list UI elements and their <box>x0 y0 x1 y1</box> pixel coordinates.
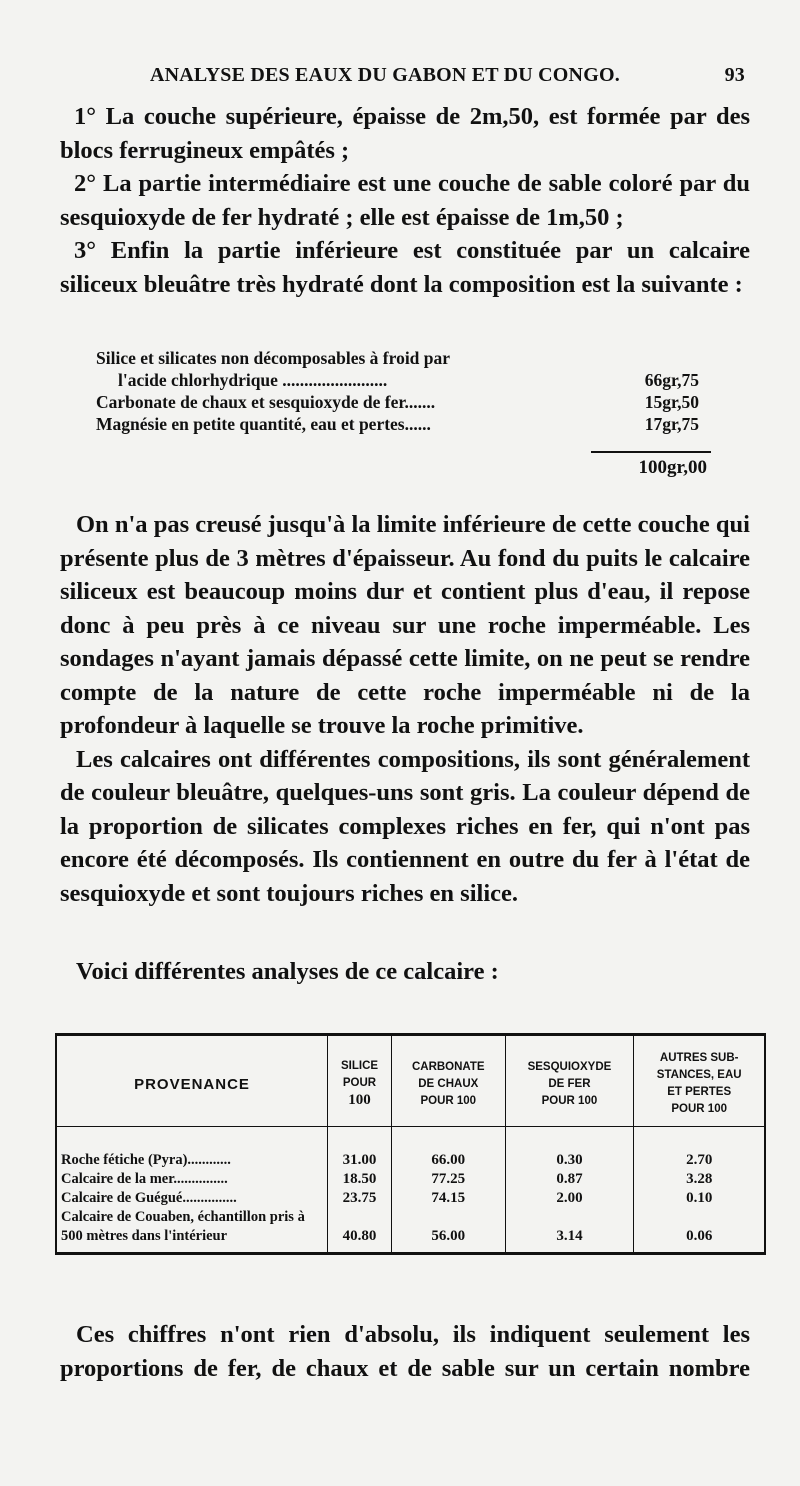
header-line: POUR 100 <box>420 1094 477 1107</box>
header-line: CARBONATE <box>411 1060 485 1073</box>
header-line: DE CHAUX <box>418 1077 479 1090</box>
header-line: STANCES, EAU <box>656 1069 742 1081</box>
value: 31.00 <box>342 1152 377 1168</box>
layers-list <box>60 100 750 301</box>
header-line: 100 <box>348 1092 371 1108</box>
composition-label: Magnésie en petite quantité, eau et pertes...... <box>96 414 431 434</box>
value: 0.10 <box>686 1190 713 1206</box>
provenance-line: Calcaire de la mer............... <box>61 1171 228 1187</box>
layer-3: 3° Enfin la partie inférieure est constituée par un calcaire siliceux bleuâtre très hydraté dont la composition est la suivante : <box>60 237 750 298</box>
value: 23.75 <box>342 1190 377 1206</box>
closing-text <box>60 1318 750 1385</box>
value: 56.00 <box>431 1228 466 1244</box>
running-title: ANALYSE DES EAUX DU GABON ET DU CONGO. <box>150 64 620 86</box>
header-line: ET PERTES <box>667 1086 732 1098</box>
composition-row <box>96 347 711 369</box>
composition-value: 15gr,50 <box>644 392 699 412</box>
composition-total: 100gr,00 <box>638 457 707 478</box>
value: 0.30 <box>556 1152 583 1168</box>
value: 2.70 <box>686 1152 713 1168</box>
cell-provenance <box>56 1127 328 1254</box>
composition-label: l'acide chlorhydrique ........................ <box>118 370 388 390</box>
cell-autres <box>634 1127 765 1254</box>
value: 0.06 <box>686 1228 713 1244</box>
layer-1: 1° La couche supérieure, épaisse de 2m,50, est formée par des blocs ferrugineux empâtés ; <box>60 103 750 164</box>
table-row <box>56 1127 765 1254</box>
header-line: AUTRES SUB- <box>659 1052 739 1064</box>
cell-silice <box>328 1127 392 1254</box>
composition-value: 66gr,75 <box>644 370 699 390</box>
body-text <box>60 508 750 910</box>
paragraph: Les calcaires ont différentes compositions, ils sont généralement de couleur bleuâtre, quelques-uns sont gris. La couleur dépend de la proportion de silicates complexes riches en fer, qui n'ont pas encore été décomposés. Ils contiennent en outre du fer à l'état de sesquioxyde et sont toujours riches en silice. <box>60 745 750 907</box>
provenance-line: Calcaire de Couaben, échantillon pris à 500 mètres dans l'intérieur <box>61 1209 305 1244</box>
provenance-line: Roche fétiche (Pyra)............ <box>61 1152 231 1168</box>
value: 2.00 <box>556 1190 583 1206</box>
value: 0.87 <box>556 1171 583 1187</box>
header-line: DE FER <box>548 1077 591 1090</box>
value: 66.00 <box>431 1152 466 1168</box>
header-line: POUR 100 <box>541 1094 598 1107</box>
composition-label: Carbonate de chaux et sesquioxyde de fer....... <box>96 392 436 412</box>
provenance-line: Calcaire de Guégué............... <box>61 1190 237 1206</box>
composition-row <box>96 413 711 435</box>
composition-block <box>96 347 711 478</box>
table-intro: Voici différentes analyses de ce calcaire : <box>76 958 499 985</box>
value: 3.14 <box>556 1228 583 1244</box>
header-sesquioxyde <box>505 1035 634 1127</box>
value: 18.50 <box>342 1171 377 1187</box>
cell-sesquioxyde <box>505 1127 634 1254</box>
value: 40.80 <box>342 1228 377 1244</box>
layer-2: 2° La partie intermédiaire est une couche de sable coloré par du sesquioxyde de fer hydraté ; elle est épaisse de 1m,50 ; <box>60 170 750 231</box>
paragraph: On n'a pas creusé jusqu'à la limite inférieure de cette couche qui présente plus de 3 mètres d'épaisseur. Au fond du puits le calcaire siliceux est beaucoup moins dur et contient plus d'eau, il repose donc à peu près à ce niveau sur une roche imperméable. Les sondages n'ayant jamais dépassé cette limite, on ne peut se rendre compte de la nature de cette roche imperméable ni de la profondeur à laquelle se trouve la roche primitive. <box>60 511 750 739</box>
cell-carbonate <box>392 1127 505 1254</box>
composition-row <box>96 369 711 391</box>
value: 74.15 <box>431 1190 466 1206</box>
header-line: SESQUIOXYDE <box>527 1060 612 1073</box>
header-line: SILICE <box>340 1060 379 1072</box>
page-number: 93 <box>724 64 745 86</box>
header-carbonate <box>392 1035 505 1127</box>
header-silice <box>328 1035 392 1127</box>
analyses-table <box>55 1033 766 1255</box>
header-provenance: PROVENANCE <box>56 1035 328 1127</box>
header-line: POUR 100 <box>671 1103 727 1115</box>
paragraph: Ces chiffres n'ont rien d'absolu, ils indiquent seulement les proportions de fer, de chaux et de sable sur un certain nombre <box>60 1321 750 1382</box>
value: 77.25 <box>431 1171 466 1187</box>
composition-value: 17gr,75 <box>644 414 699 434</box>
header-autres <box>634 1035 765 1127</box>
sum-rule <box>591 451 711 453</box>
value: 3.28 <box>686 1171 713 1187</box>
composition-row <box>96 391 711 413</box>
header-line: POUR <box>342 1077 377 1089</box>
composition-label: Silice et silicates non décomposables à froid par <box>96 348 451 368</box>
table-header-row <box>56 1035 765 1127</box>
